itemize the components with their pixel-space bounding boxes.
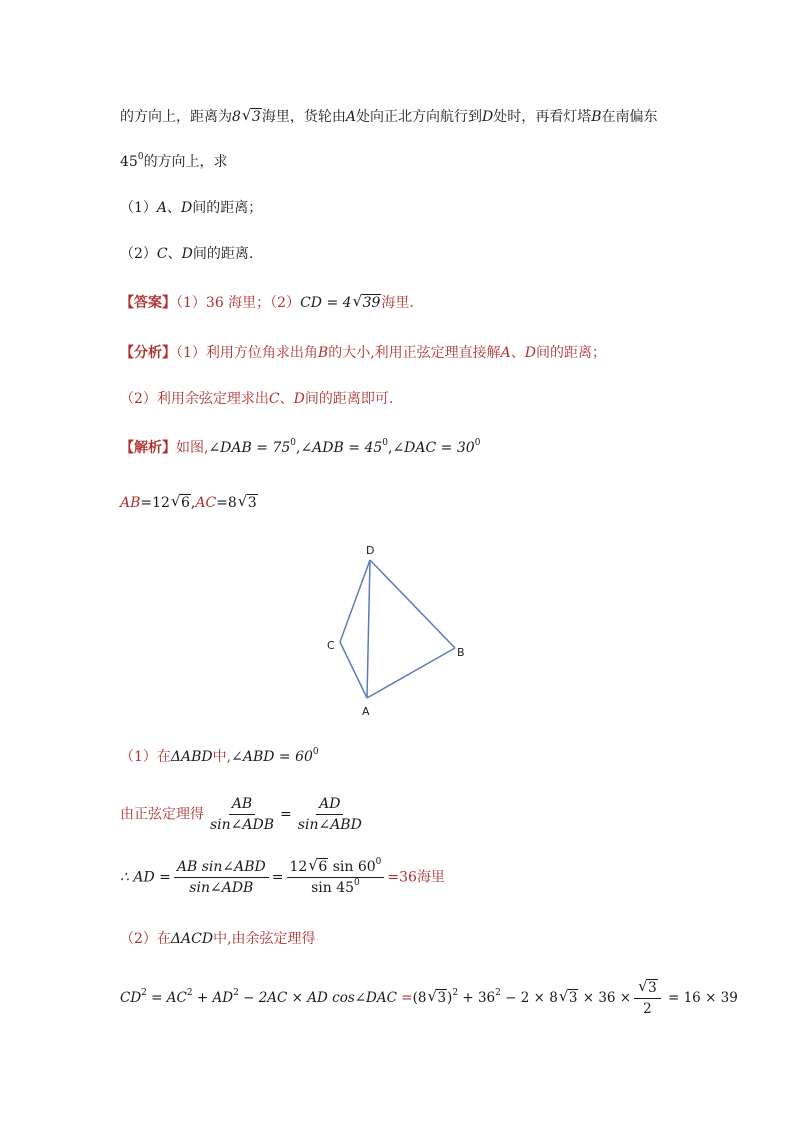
edge-ca — [340, 642, 367, 698]
text: 的方向上，距离为 — [120, 109, 232, 125]
problem-text-line2 — [120, 152, 228, 172]
sides-line: AB=12√ 6,AC=8√ 3 — [120, 493, 258, 513]
label-c: C — [327, 639, 335, 652]
answer-tag: 【答案】 — [120, 295, 176, 311]
edge-da — [367, 560, 370, 698]
text: 的方向上，求 — [143, 154, 228, 170]
text: 处时，再看灯塔 — [493, 109, 592, 125]
fraction: √ $\frac{3}{2}$ — [634, 979, 661, 1018]
text: 海里，货轮由 — [261, 109, 346, 125]
solution-tag: 【解析】 — [120, 440, 176, 456]
fraction: $\frac{\text{AB sin∠ABD}}{\text{sin∠ADB}}$ — [174, 858, 269, 897]
edge-db — [370, 560, 455, 648]
question-2: （2）C、D间的距离. — [120, 246, 254, 262]
solution-line: 【解析】如图,∠DAB = $75^0,\angle ADB$ = $45^0,\angle DAC = 30^0$ — [120, 438, 481, 456]
step-2-sine-law: 由正弦定理得 $\frac{AB}{\text{sin∠ADB}}$ = $\frac{AD}{\text{sin∠ABD}}$ — [120, 795, 368, 834]
fraction: $\frac{12√ 6 \sin 60^0}{\sin 45^0}$ — [287, 858, 385, 897]
sqrt: √ 3 — [242, 107, 262, 127]
step-1: （1）在ΔABD中,∠ABD = $60^0$ — [120, 747, 319, 765]
analysis-tag: 【分析】 — [120, 345, 176, 361]
math: 45 — [120, 154, 138, 170]
edge-ba — [367, 648, 455, 698]
edge-dc — [340, 560, 370, 642]
point-label: A — [345, 109, 356, 125]
problem-text-line1 — [120, 107, 658, 127]
degree: 0 — [137, 152, 144, 162]
fraction: $\frac{AD}{\text{sin∠ABD}}$ — [297, 796, 362, 833]
triangle-figure — [320, 538, 480, 723]
analysis-line: 【分析】（1）利用方位角求出角B的大小,利用正弦定理直接解A、D间的距离； — [120, 345, 607, 361]
fraction: $\frac{AB}{\text{sin∠ADB}}$ — [210, 796, 275, 833]
answer-line: 【答案】（1）36 海里；（2）CD = 4√ 39海里. — [120, 293, 414, 313]
question-1: （1）A、D间的距离； — [120, 200, 263, 216]
step-5-cosine-law: $CD^2 = AC^2 + AD^2 - 2AC$ × AD cos∠DAC =(8√ $3)^2 + 36^2 - 2 \times 8√$ 3 × 36 × √ $\frac{3}{2}$ = 16 × 39 — [120, 978, 738, 1018]
label-a: A — [362, 705, 370, 718]
label-d: D — [366, 544, 375, 557]
step-4: （2）在ΔACD中,由余弦定理得 — [120, 931, 316, 947]
text: 处向正北方向航行到 — [355, 109, 482, 125]
text: 在南偏东 — [601, 109, 658, 125]
step-3-ad: ∴ AD = $\frac{\text{AB sin∠ABD}}{\text{sin∠ADB}}$ = $\frac{12√ 6 \sin 60^0}{\sin 45^0}$ =36海里 — [120, 858, 445, 897]
math: 8 — [232, 109, 241, 125]
point-label: B — [591, 109, 602, 125]
label-b: B — [457, 646, 465, 659]
point-label: D — [481, 109, 494, 125]
analysis-line2: （2）利用余弦定理求出C、D间的距离即可. — [120, 391, 394, 407]
